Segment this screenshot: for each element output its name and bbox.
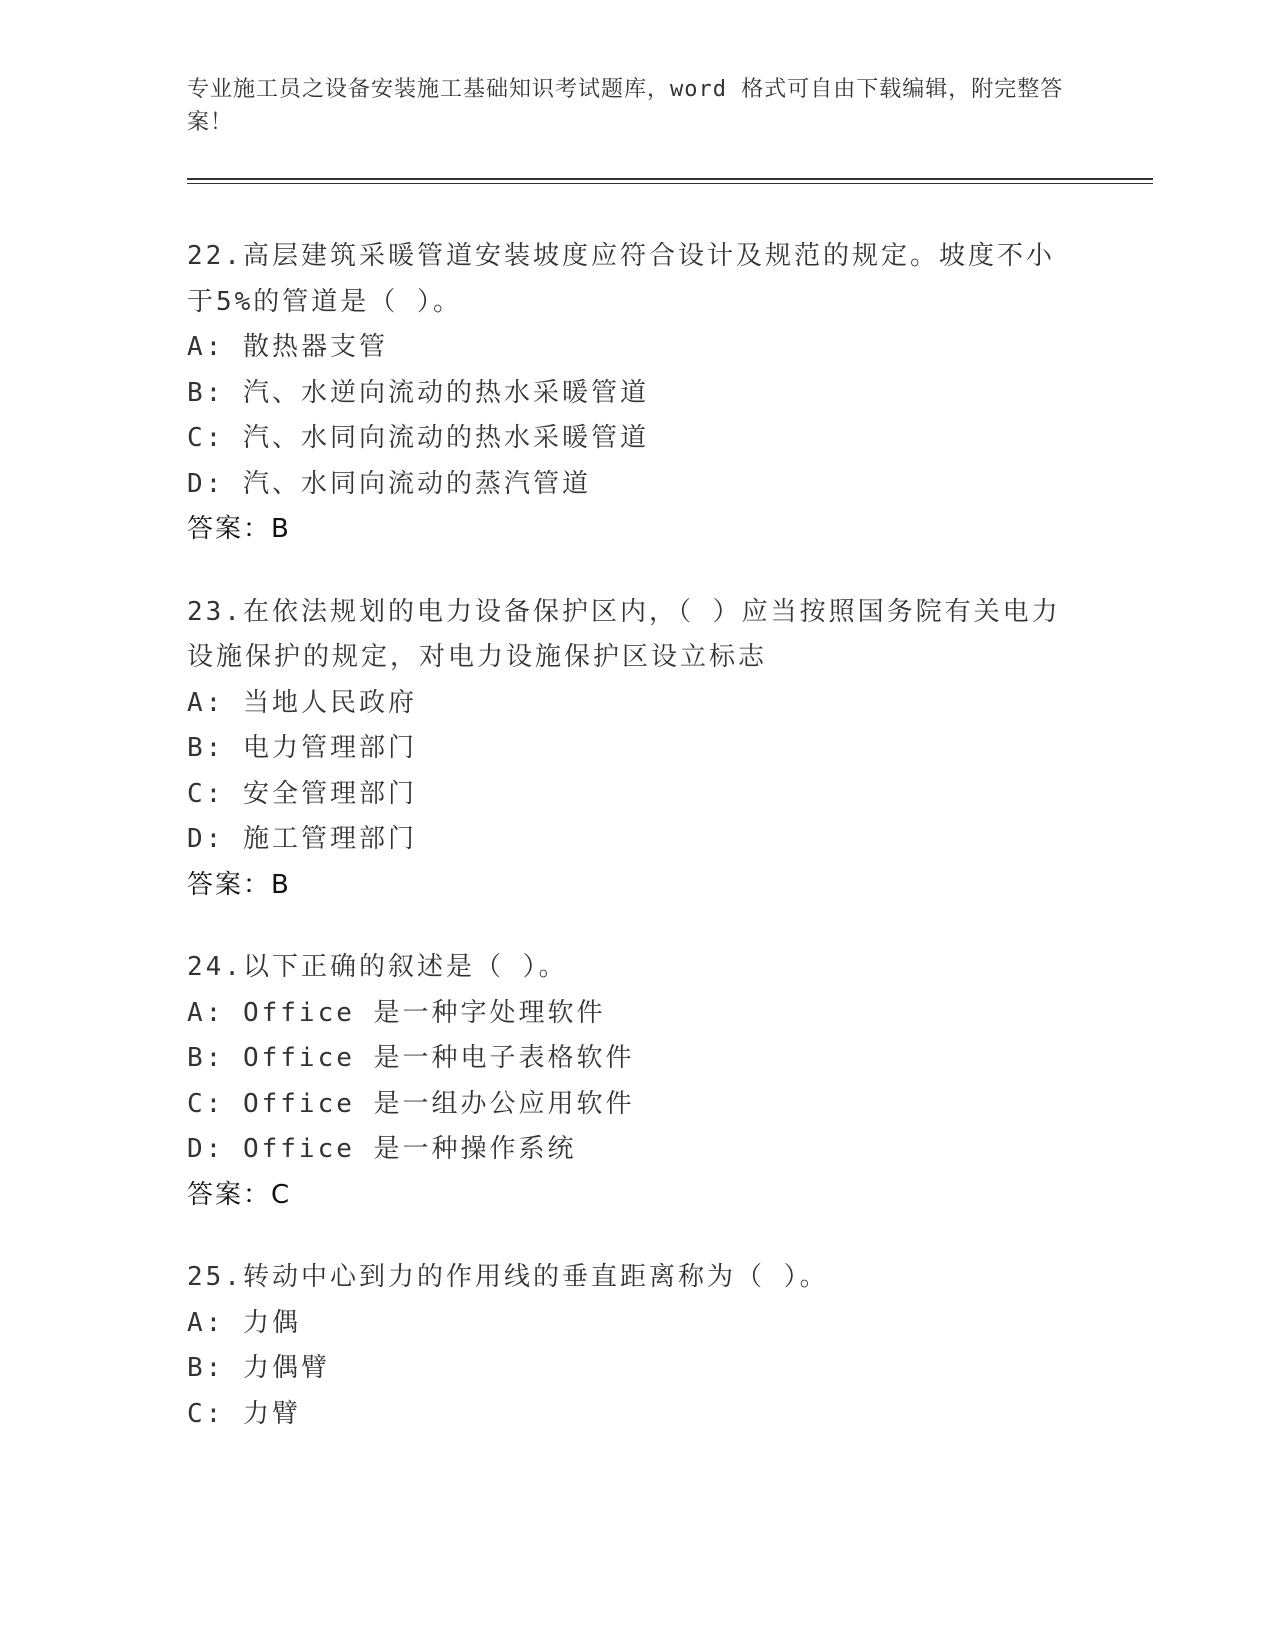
- question-stem: 24.以下正确的叙述是（ ）。: [187, 952, 568, 982]
- question-list: [187, 234, 1087, 1474]
- question-stem: 22.高层建筑采暖管道安装坡度应符合设计及规范的规定。坡度不小于5%的管道是（ ）。: [187, 241, 1055, 317]
- option-c: C: 汽、水同向流动的热水采暖管道: [187, 423, 649, 453]
- answer-label: 答案：B: [187, 514, 291, 544]
- question-item: [187, 1255, 1087, 1437]
- option-c: C: Office 是一组办公应用软件: [187, 1088, 635, 1119]
- question-stem: 23.在依法规划的电力设备保护区内，（ ）应当按照国务院有关电力设施保护的规定，对电力设施保护区设立标志: [187, 596, 1061, 672]
- header-divider-thin: [187, 183, 1153, 184]
- option-a: A: 力偶: [187, 1307, 301, 1338]
- option-a: A: Office 是一种字处理软件: [187, 997, 606, 1028]
- option-b: B: 电力管理部门: [187, 733, 417, 763]
- option-a: A: 当地人民政府: [187, 687, 417, 718]
- question-item: [187, 590, 1087, 909]
- question-item: [187, 945, 1087, 1218]
- answer-label: 答案：B: [187, 869, 291, 900]
- answer-label: 答案：C: [187, 1179, 292, 1210]
- document-header: 专业施工员之设备安装施工基础知识考试题库，word 格式可自由下载编辑，附完整答案！: [187, 77, 1064, 135]
- question-stem: 25.转动中心到力的作用线的垂直距离称为（ ）。: [187, 1262, 829, 1292]
- option-b: B: 汽、水逆向流动的热水采暖管道: [187, 377, 649, 408]
- header-divider-thick: [187, 178, 1153, 180]
- option-d: D: 汽、水同向流动的蒸汽管道: [187, 468, 591, 499]
- option-d: D: Office 是一种操作系统: [187, 1134, 577, 1164]
- question-item: [187, 234, 1087, 553]
- option-c: C: 安全管理部门: [187, 778, 417, 809]
- option-b: B: 力偶臂: [187, 1353, 330, 1383]
- option-a: A: 散热器支管: [187, 332, 388, 362]
- option-d: D: 施工管理部门: [187, 824, 417, 854]
- option-c: C: 力臂: [187, 1398, 301, 1429]
- option-b: B: Office 是一种电子表格软件: [187, 1043, 635, 1073]
